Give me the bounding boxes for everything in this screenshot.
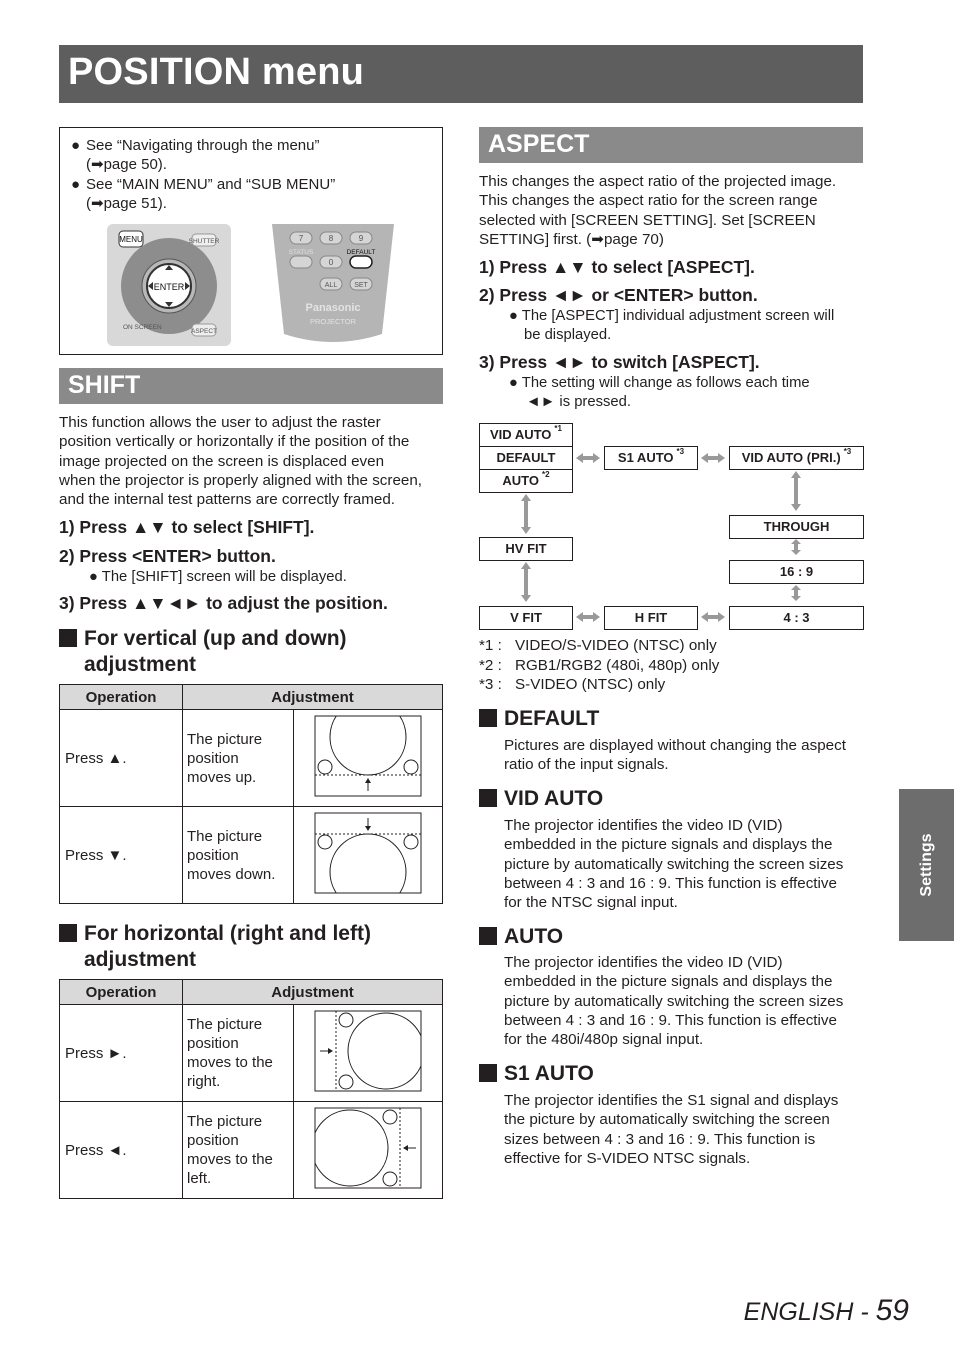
square-bullet-icon — [479, 927, 497, 945]
key-0-label: 0 — [328, 258, 334, 267]
footnote: *3 : S-VIDEO (NTSC) only — [479, 676, 666, 693]
shift-left-diagram — [314, 1107, 422, 1189]
double-arrow-icon — [576, 612, 600, 622]
default-key-label: DEFAULT — [346, 249, 376, 256]
bullet-icon: ● — [509, 375, 522, 391]
operation-cell: Press ►. — [60, 1005, 183, 1102]
flow-box-vid-auto: VID AUTO $^{*1}$ — [479, 423, 573, 447]
flow-box-hv-fit: HV FIT — [479, 537, 573, 561]
aspect-heading: ASPECT — [488, 130, 590, 158]
square-bullet-icon — [59, 629, 77, 647]
table-row — [60, 1102, 443, 1199]
double-arrow-icon — [701, 453, 725, 463]
double-arrow-icon — [701, 612, 725, 622]
page-number: ENGLISH - 59 — [743, 1294, 909, 1327]
bullet-icon: ● — [89, 569, 102, 585]
aspect-key-label: ASPECT — [190, 328, 218, 335]
key-9-label: 9 — [358, 234, 364, 243]
column-header-adjustment: Adjustment — [183, 980, 443, 1005]
aspect-heading-bar — [479, 127, 863, 163]
status-key-label: STATUS — [288, 249, 314, 256]
shift-step-2: 2) Press <ENTER> button. — [59, 546, 276, 566]
flow-box-default: DEFAULT — [479, 446, 573, 470]
language-label: ENGLISH — [743, 1298, 854, 1326]
horizontal-adjustment-heading: For horizontal (right and left) adjustment — [59, 921, 449, 973]
default-description: Pictures are displayed without changing the aspect ratio of the input signals. — [504, 737, 846, 774]
table-row — [60, 1005, 443, 1102]
auto-heading: AUTO — [479, 924, 563, 950]
square-bullet-icon — [479, 789, 497, 807]
operation-cell: Press ▼. — [60, 807, 183, 904]
shift-step-1: 1) Press ▲▼ to select [SHIFT]. — [59, 517, 315, 537]
horizontal-adjustment-table — [59, 979, 443, 1199]
aspect-step-2-note: ● The [ASPECT] individual adjustment screen will be displayed. — [509, 308, 835, 343]
column-header-operation: Operation — [60, 685, 183, 710]
shift-step-3: 3) Press ▲▼◄► to adjust the position. — [59, 593, 388, 613]
shift-up-diagram — [314, 715, 422, 797]
square-bullet-icon — [479, 1064, 497, 1082]
flow-box-4-3: 4 : 3 — [729, 606, 864, 630]
aspect-intro: This changes the aspect ratio of the projected image. This changes the aspect ratio for the screen range selected with [SCREEN SETTING]. Set [SCREEN SETTING] first. (➡page 70) — [479, 173, 837, 248]
page-arrow-icon: ➡ — [91, 156, 104, 173]
adjustment-diagram-cell — [294, 710, 443, 807]
flow-box-auto: AUTO $^{*2}$ — [479, 469, 573, 493]
flow-box-s1-auto: S1 AUTO $^{*3}$ — [604, 446, 698, 470]
table-row — [60, 807, 443, 904]
adjustment-diagram-cell — [294, 807, 443, 904]
square-bullet-icon — [59, 924, 77, 942]
vertical-adjustment-table — [59, 684, 443, 904]
vid-auto-description: The projector identifies the video ID (VID) embedded in the picture signals and displays the picture by automatically switching the screen sizes between 4 : 3 and 16 : 9. This function is effective for the NTSC signal input. — [504, 817, 844, 912]
shift-intro: This function allows the user to adjust the raster position vertically or horizontally if the position of the image projected on the screen is displaced even when the projector is properly aligned with the screen, and the internal test patterns are correctly framed. — [59, 414, 423, 509]
double-arrow-icon — [791, 471, 801, 511]
page-arrow-icon: ➡ — [91, 195, 104, 212]
aspect-step-1: 1) Press ▲▼ to select [ASPECT]. — [479, 257, 755, 277]
adjustment-text-cell: The picture position moves to the right. — [183, 1005, 294, 1102]
brand-label: Panasonic — [305, 302, 361, 314]
double-arrow-icon — [791, 585, 801, 601]
operation-cell: Press ▲. — [60, 710, 183, 807]
bullet-icon: ● — [509, 308, 522, 324]
remote-control-left-illustration — [107, 224, 231, 346]
auto-description: The projector identifies the video ID (VID) embedded in the picture signals and displays the picture by automatically switching the screen sizes between 4 : 3 and 16 : 9. This function is effective for the 480i/480p signal input. — [504, 954, 844, 1049]
s1-auto-heading: S1 AUTO — [479, 1061, 594, 1087]
operation-cell: Press ◄. — [60, 1102, 183, 1199]
remote-control-right-illustration — [272, 224, 394, 346]
table-row — [60, 710, 443, 807]
adjustment-diagram-cell — [294, 1102, 443, 1199]
page-number-value: 59 — [875, 1294, 909, 1327]
flow-box-vid-auto-pri: VID AUTO (PRI.) $^{*3}$ — [729, 446, 864, 470]
shift-down-diagram — [314, 812, 422, 894]
aspect-step-3-note: ● The setting will change as follows each time ◄► is pressed. — [509, 375, 810, 410]
double-arrow-icon — [521, 562, 531, 602]
bullet-icon: ● — [71, 137, 81, 154]
column-header-adjustment: Adjustment — [183, 685, 443, 710]
side-tab-label: Settings — [917, 833, 935, 897]
square-bullet-icon — [479, 709, 497, 727]
aspect-cycle-diagram — [479, 423, 865, 633]
vertical-adjustment-heading: For vertical (up and down) adjustment — [59, 626, 449, 678]
page-arrow-icon: ➡ — [591, 230, 604, 248]
vid-auto-heading: VID AUTO — [479, 786, 603, 812]
footnote: *2 : RGB1/RGB2 (480i, 480p) only — [479, 656, 720, 674]
key-8-label: 8 — [328, 234, 334, 243]
key-7-label: 7 — [298, 234, 304, 243]
adjustment-text-cell: The picture position moves up. — [183, 710, 294, 807]
adjustment-text-cell: The picture position moves down. — [183, 807, 294, 904]
settings-side-tab — [899, 789, 954, 941]
adjustment-text-cell: The picture position moves to the left. — [183, 1102, 294, 1199]
default-heading: DEFAULT — [479, 706, 599, 732]
note-1: ● See “Navigating through the menu” (➡page 50). — [71, 137, 320, 173]
column-header-operation: Operation — [60, 980, 183, 1005]
double-arrow-icon — [791, 539, 801, 555]
shift-heading: SHIFT — [68, 371, 141, 399]
double-arrow-icon — [576, 453, 600, 463]
on-screen-key-label: ON SCREEN — [123, 324, 162, 331]
bullet-icon: ● — [71, 176, 81, 193]
navigation-note-box — [59, 127, 443, 355]
enter-key-label: ENTER — [153, 282, 185, 292]
flow-box-v-fit: V FIT — [479, 606, 573, 630]
menu-key-label: MENU — [119, 235, 143, 244]
all-key-label: ALL — [324, 282, 338, 289]
model-label: PROJECTOR — [309, 317, 357, 326]
flow-box-h-fit: H FIT — [604, 606, 698, 630]
shift-heading-bar — [59, 368, 443, 404]
page-title-bar — [59, 45, 863, 103]
page-title: POSITION menu — [68, 51, 365, 93]
flow-box-through: THROUGH — [729, 515, 864, 539]
aspect-step-3: 3) Press ◄► to switch [ASPECT]. — [479, 352, 760, 372]
shift-step-2-note: ● The [SHIFT] screen will be displayed. — [89, 569, 347, 585]
aspect-step-2: 2) Press ◄► or <ENTER> button. — [479, 285, 758, 305]
note-2: ● See “MAIN MENU” and “SUB MENU” (➡page 51). — [71, 176, 336, 212]
footnote: *1 : VIDEO/S-VIDEO (NTSC) only — [479, 637, 717, 654]
double-arrow-icon — [521, 494, 531, 534]
flow-box-16-9: 16 : 9 — [729, 560, 864, 584]
adjustment-diagram-cell — [294, 1005, 443, 1102]
s1-auto-description: The projector identifies the S1 signal and displays the picture by automatically switching the screen sizes between 4 : 3 and 16 : 9. This function is effective for S-VIDEO NTSC signals. — [504, 1092, 839, 1167]
shutter-key-label: SHUTTER — [188, 238, 220, 245]
aspect-footnotes — [479, 636, 719, 695]
set-key-label: SET — [354, 282, 368, 289]
shift-right-diagram — [314, 1010, 422, 1092]
